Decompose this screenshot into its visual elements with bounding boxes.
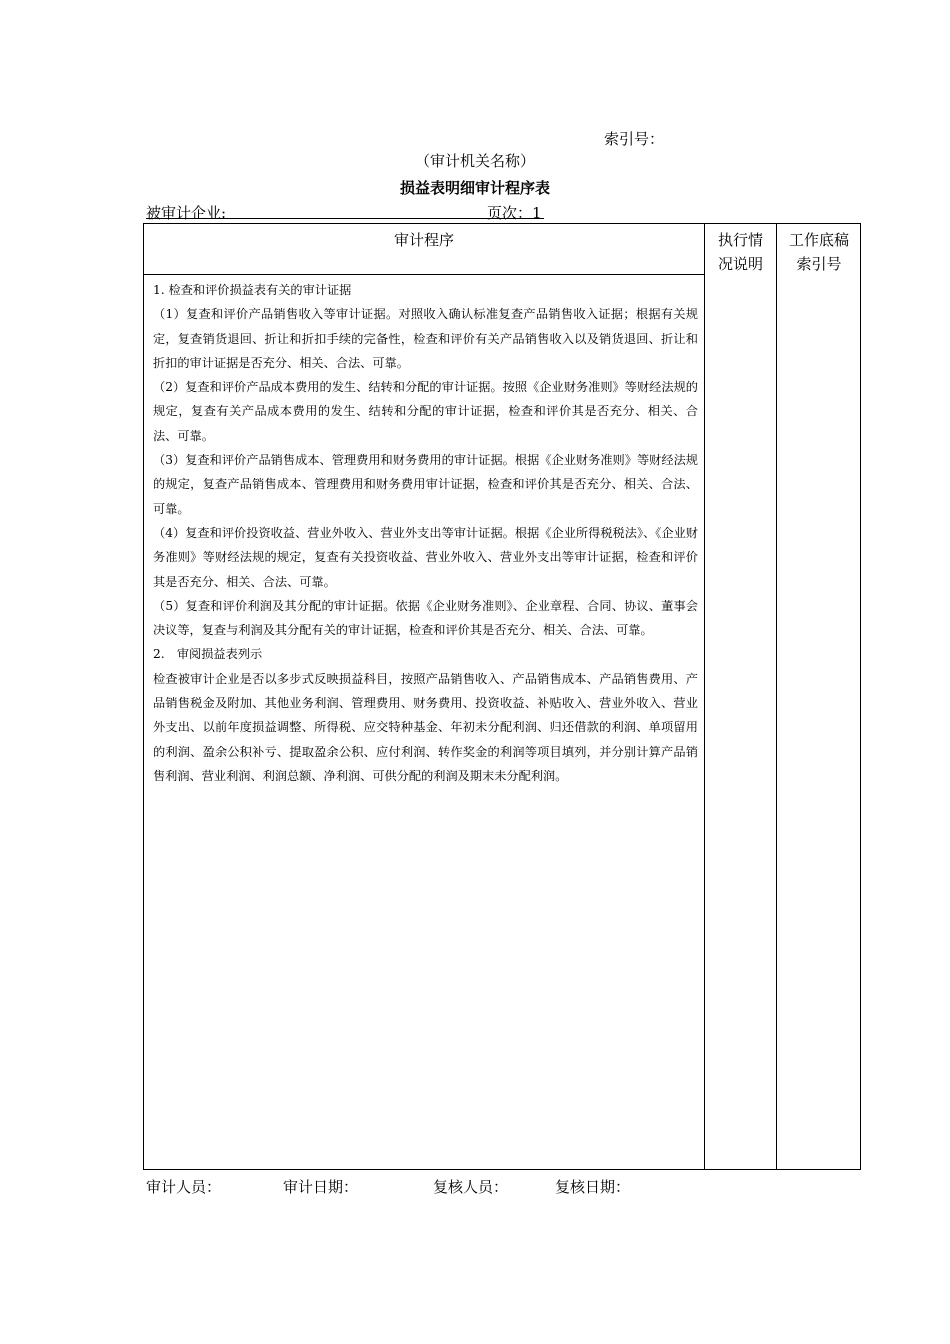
index-number-label: 索引号： [604,130,665,148]
procedure-paragraph: 2. 审阅损益表列示 [153,647,263,662]
column-header-execution [705,228,776,276]
review-date-label: 复核日期： [555,1178,631,1196]
procedure-paragraph: （5）复查和评价利润及其分配的审计证据。依据《企业财务准则》、企业章程、合同、协议、董事会决议等，复查与利润及其分配有关的审计证据，检查和评价其是否充分、相关、合法、可靠。 [153,598,698,638]
procedure-paragraph: （1）复查和评价产品销售收入等审计证据。对照收入确认标准复查产品销售收入证据；根据有关规定，复查销货退回、折让和折扣手续的完备性，检查和评价有关产品销售收入以及销货退回、折让和折扣的审计证据是否充分、相关、合法、可靠。 [153,307,698,370]
auditee-underline [146,218,544,219]
procedure-paragraph: 1. 检查和评价损益表有关的审计证据 [153,283,352,297]
reviewer-label: 复核人员： [433,1178,509,1196]
auditee-label: 被审计企业: [146,204,227,222]
column-header-workpaper [777,228,861,276]
procedure-paragraph: （2）复查和评价产品成本费用的发生、结转和分配的审计证据。按照《企业财务准则》等财经法规的规定，复查有关产品成本费用的发生、结转和分配的审计证据，检查和评价其是否充分、相关、合法、可靠。 [153,380,698,443]
header-divider [144,274,704,275]
procedure-paragraph: （4）复查和评价投资收益、营业外收入、营业外支出等审计证据。根据《企业所得税税法》、《企业财务准则》等财经法规的规定，复查有关投资收益、营业外收入、营业外支出等审计证据，检查和评价其是否充分、相关、合法、可靠。 [153,525,698,589]
page-number: 页次：1 [487,204,542,222]
column-header-procedure: 审计程序 [393,231,454,249]
audit-procedure-table [143,223,861,1170]
column-header-workpaper-line2: 索引号 [796,255,842,273]
procedure-paragraph: （3）复查和评价产品销售成本、管理费用和财务费用的审计证据。根据《企业财务准则》等财经法规的规定，复查产品销售成本、管理费用和财务费用审计证据，检查和评价其是否充分、相关、合法、可靠。 [153,453,698,516]
procedure-paragraph: 检查被审计企业是否以多步式反映损益科目，按照产品销售收入、产品销售成本、产品销售费用、产品销售税金及附加、其他业务利润、管理费用、财务费用、投资收益、补贴收入、营业外收入、营业外支出、以前年度损益调整、所得税、应交特种基金、年初未分配利润、归还借款的利润、单项留用的利润、盈余公积补亏、提取盈余公积、应付利润、转作奖金的利润等项目填列，并分别计算产品销售利润、营业利润、利润总额、净利润、可供分配的利润及期末未分配利润。 [153,671,698,783]
procedure-content [153,278,698,788]
column-header-execution-line1: 执行情 [717,231,763,249]
column-header-workpaper-line1: 工作底稿 [788,231,849,249]
column-header-execution-line2: 况说明 [717,255,763,273]
page-title: 损益表明细审计程序表 [399,179,550,197]
auditor-label: 审计人员： [146,1178,222,1196]
audit-date-label: 审计日期： [283,1178,359,1196]
column-divider [776,224,777,1169]
audit-agency-name: （审计机关名称） [414,152,535,170]
column-divider [704,224,705,1169]
